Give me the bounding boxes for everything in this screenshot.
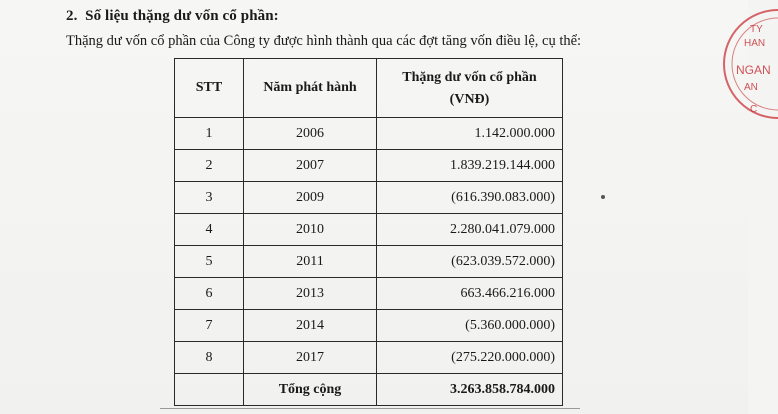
cell-value: (5.360.000.000): [377, 310, 563, 342]
table-row: [175, 182, 563, 214]
cell-year: 2009: [244, 182, 377, 214]
cell-total-label: Tổng cộng: [244, 374, 377, 406]
cell-value: 1.142.000.000: [377, 118, 563, 150]
cell-year: 2017: [244, 342, 377, 374]
table-row: [175, 310, 563, 342]
cell-value: (616.390.083.000): [377, 182, 563, 214]
table-row: [175, 342, 563, 374]
cell-stt: 3: [175, 182, 244, 214]
table-row: [175, 150, 563, 182]
table-total-row: [175, 374, 563, 406]
table-row: [175, 278, 563, 310]
cell-stt: 6: [175, 278, 244, 310]
table-row: [175, 246, 563, 278]
svg-text:NGAN: NGAN: [736, 63, 771, 77]
cell-value: 2.280.041.079.000: [377, 214, 563, 246]
section-heading: [66, 8, 279, 25]
cell-stt: 7: [175, 310, 244, 342]
cell-year: 2013: [244, 278, 377, 310]
header-value-line1: Thặng dư vốn cổ phần: [402, 70, 537, 85]
section-title: Số liệu thặng dư vốn cổ phần:: [85, 8, 279, 24]
cell-value: 663.466.216.000: [377, 278, 563, 310]
header-value: [377, 59, 563, 118]
cell-value: (275.220.000.000): [377, 342, 563, 374]
svg-text:HAN: HAN: [744, 38, 766, 49]
header-year: Năm phát hành: [244, 59, 377, 118]
svg-text:C: C: [750, 104, 758, 115]
cell-stt: 8: [175, 342, 244, 374]
cell-total-empty: [175, 374, 244, 406]
svg-text:AN: AN: [744, 82, 758, 93]
cell-stt: 1: [175, 118, 244, 150]
company-seal-stamp: [720, 0, 778, 134]
cell-value: 1.839.219.144.000: [377, 150, 563, 182]
page-edge-line: [160, 408, 580, 409]
cell-year: 2007: [244, 150, 377, 182]
header-stt: STT: [175, 59, 244, 118]
cell-year: 2011: [244, 246, 377, 278]
table-row: [175, 214, 563, 246]
cell-stt: 4: [175, 214, 244, 246]
section-intro: Thặng dư vốn cổ phần của Công ty được hình thành qua các đợt tăng vốn điều lệ, cụ thể:: [66, 33, 582, 49]
section-number: 2.: [66, 8, 78, 24]
table-row: [175, 118, 563, 150]
cell-year: 2006: [244, 118, 377, 150]
cell-value: (623.039.572.000): [377, 246, 563, 278]
cell-total-value: 3.263.858.784.000: [377, 374, 563, 406]
cell-stt: 5: [175, 246, 244, 278]
table-header-row: [175, 59, 563, 118]
header-value-line2: (VNĐ): [449, 92, 490, 107]
svg-text:TY: TY: [750, 24, 763, 35]
ink-dot: [601, 195, 605, 199]
cell-stt: 2: [175, 150, 244, 182]
cell-year: 2010: [244, 214, 377, 246]
cell-year: 2014: [244, 310, 377, 342]
capital-surplus-table: [174, 58, 563, 406]
seal-ring-graphic: [720, 0, 778, 134]
